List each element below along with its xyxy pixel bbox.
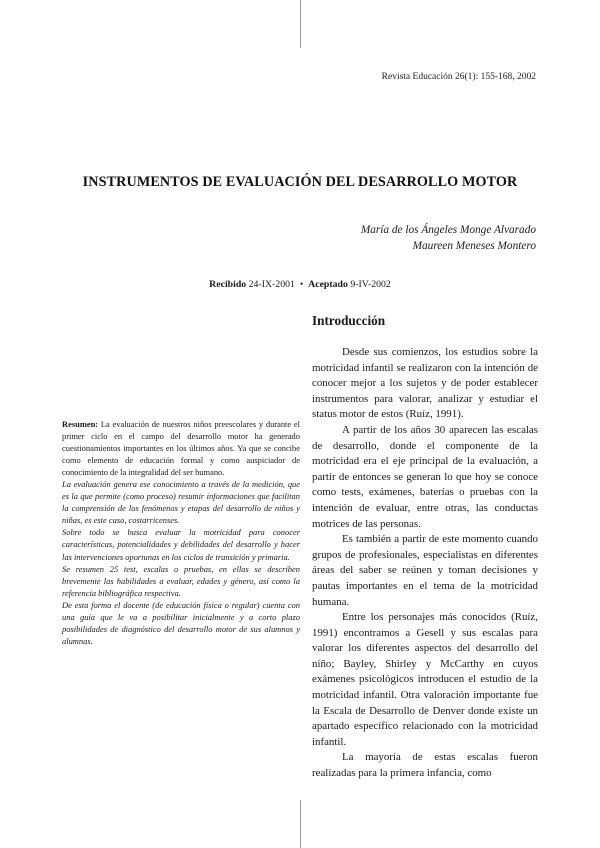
crop-mark-bottom xyxy=(300,800,301,848)
abstract xyxy=(62,418,300,647)
abstract-paragraph: La evaluación genera ese conocimiento a través de la medición, que es la que permite (como proceso) resumir informaciones que facilitan la comprensión de los fenómenos y etapas del desarrollo de niños y niñas, es este caso, costarricenses. xyxy=(62,479,300,526)
body-paragraph: Es también a partir de este momento cuando grupos de profesionales, especialistas en diferentes áreas del saber se reúnen y toman decisiones y pautas importantes en el tema de la motricidad humana. xyxy=(312,533,538,608)
journal-header: Revista Educación 26(1): 155-168, 2002 xyxy=(381,72,536,82)
abstract-label: Resumen: xyxy=(62,419,99,429)
body-paragraph: La mayoría de estas escalas fueron realizadas para la primera infancia, como xyxy=(312,751,538,780)
authors xyxy=(361,222,536,254)
body-paragraph: Entre los personajes más conocidos (Ruíz, 1991) encontramos a Gesell y sus escalas para valorar los diferentes aspectos del desarrollo del niño; Bayley, Shirley y McCarthy en cuyos exámenes psicológicos introducen el estudio de la motricidad infantil. Otra valoración importante fue la Escala de Desarrollo de Denver donde existe un apartado específico relacionado con la motricidad infantil. xyxy=(312,611,538,748)
accepted-date: 9-IV-2002 xyxy=(350,279,391,290)
date-separator: • xyxy=(299,279,304,290)
received-label: Recibido xyxy=(209,279,247,290)
introduction-section xyxy=(312,313,538,782)
abstract-intro xyxy=(62,418,300,478)
abstract-paragraph: De esta forma el docente (de educación física o regular) cuenta con una guía que le va a posibilitar inicialmente y a corto plazo posibilidades de diagnóstico del desarrollo motor de sus alumnos y alumnas. xyxy=(62,599,300,646)
author-2: Maureen Meneses Montero xyxy=(412,240,536,252)
abstract-paragraph: Se resumen 25 test, escalas o pruebas, en ellas se describen brevemente las habilidades a evaluar, edades y género, así como la referencia bibliográfica respectiva. xyxy=(62,563,300,598)
received-date: 24-IX-2001 xyxy=(248,279,295,290)
author-1: María de los Ángeles Monge Alvarado xyxy=(360,224,536,236)
body-paragraph: A partir de los años 30 aparecen las escalas de desarrollo, donde el componente de la motricidad era el eje principal de la evaluación, a partir de entonces se generan lo que hoy se conoce como tests, exámenes, baterías o pruebas con la intención de evaluar, entre otras, las conductas motrices de las personas. xyxy=(312,423,538,530)
crop-mark-top xyxy=(300,0,301,48)
abstract-intro-text: La evaluación de nuestros niños preescolares y durante el primer ciclo en el campo del desarrollo motor ha generado cuestionamientos importantes en los últimos años. Ya que se concibe como elemento de educación formal y como auspiciador de conocimiento de la integralidad del ser humano. xyxy=(62,419,300,478)
accepted-label: Aceptado xyxy=(308,279,348,290)
received-accepted-dates xyxy=(0,279,600,290)
introduction-body xyxy=(312,345,538,782)
introduction-heading: Introducción xyxy=(312,313,386,328)
article-title: INSTRUMENTOS DE EVALUACIÓN DEL DESARROLLO MOTOR xyxy=(82,174,518,190)
abstract-paragraph: Sobre todo se busca evaluar la motricidad para conocer características, potencialidades y debilidades del desarrollo y hacer las intervenciones oportunas en los ciclos de transición y primaria. xyxy=(62,527,300,562)
body-paragraph: Desde sus comienzos, los estudios sobre la motricidad infantil se realizaron con la intención de conocer mejor a los sujetos y de poder establecer instrumentos para valorar, analizar y estudiar el status motor de estos (Ruíz, 1991). xyxy=(312,346,538,421)
